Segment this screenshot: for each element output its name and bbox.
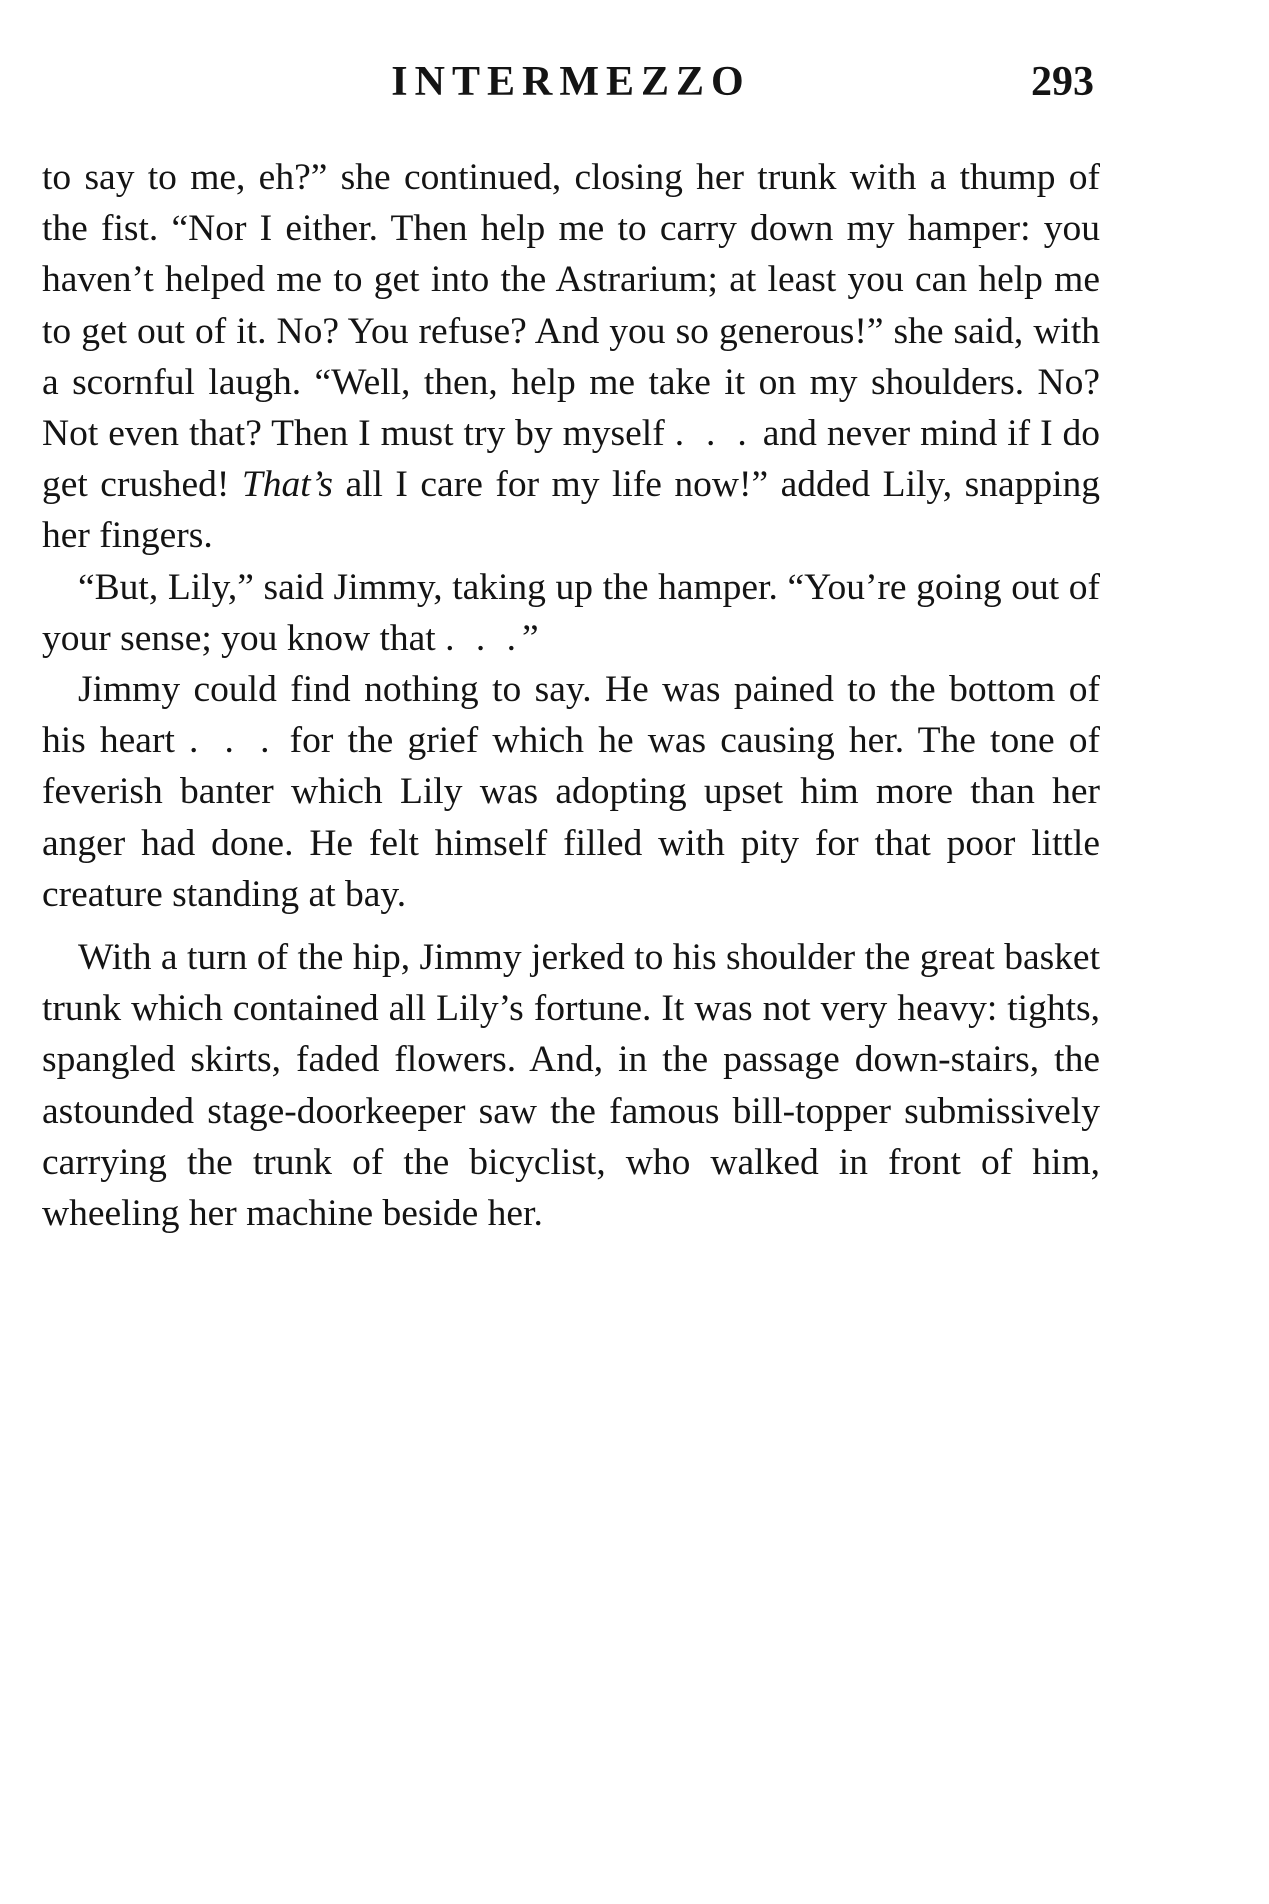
ellipsis: . . .	[189, 720, 276, 762]
body-text	[42, 152, 1100, 1239]
running-head	[42, 52, 1100, 112]
paragraph-2	[42, 562, 1100, 664]
paragraph-3-text-a: Jimmy could find nothing to say. He was pained to the bottom of his heart	[42, 669, 1100, 762]
paragraph-4: With a turn of the hip, Jimmy jerked to his shoulder the great basket trunk which contained all Lily’s fortune. It was not very heavy: tights, spangled skirts, faded flowers. And, in the passage down-stairs, the astounded stage-doorkeeper saw the famous bill-topper submissively carrying the trunk of the bicyclist, who walked in front of him, wheeling her machine beside her.	[42, 937, 1100, 1235]
running-title: INTERMEZZO	[391, 59, 751, 105]
paragraph-2-text-a: “But, Lily,” said Jimmy, taking up the hamper. “You’re going out of your sense; you know that	[42, 566, 1100, 659]
ellipsis: . . .	[674, 413, 753, 455]
paragraph-1-text-b: and never mind if I do get crushed!	[42, 413, 1101, 506]
paragraph-3-text-b: for the grief which he was causing her. The tone of feverish banter which Lily was adopting upset him more than her anger had done. He felt himself filled with pity for that poor little creature standing at bay.	[42, 720, 1101, 915]
ellipsis: . . .	[445, 617, 522, 659]
italic-word: That’s	[241, 464, 333, 506]
paragraph-1-text-a: to say to me, eh?” she continued, closing her trunk with a thump of the fist. “Nor I either. Then help me to carry down my hamper: you haven’t helped me to get into the Astrarium; at least you can help me to get out of it. No? You refuse? And you so generous!” she said, with a scornful laugh. “Well, then, help me take it on my shoulders. No? Not even that? Then I must try by myself	[42, 157, 1100, 455]
page-number: 293	[1031, 59, 1094, 105]
paragraph-1	[42, 152, 1100, 562]
paragraph-2-text-b: ”	[521, 617, 539, 659]
paragraph-1-text-c: all I care for my life now!” added Lily, snapping her fingers.	[42, 464, 1101, 557]
paragraph-3	[42, 664, 1100, 920]
